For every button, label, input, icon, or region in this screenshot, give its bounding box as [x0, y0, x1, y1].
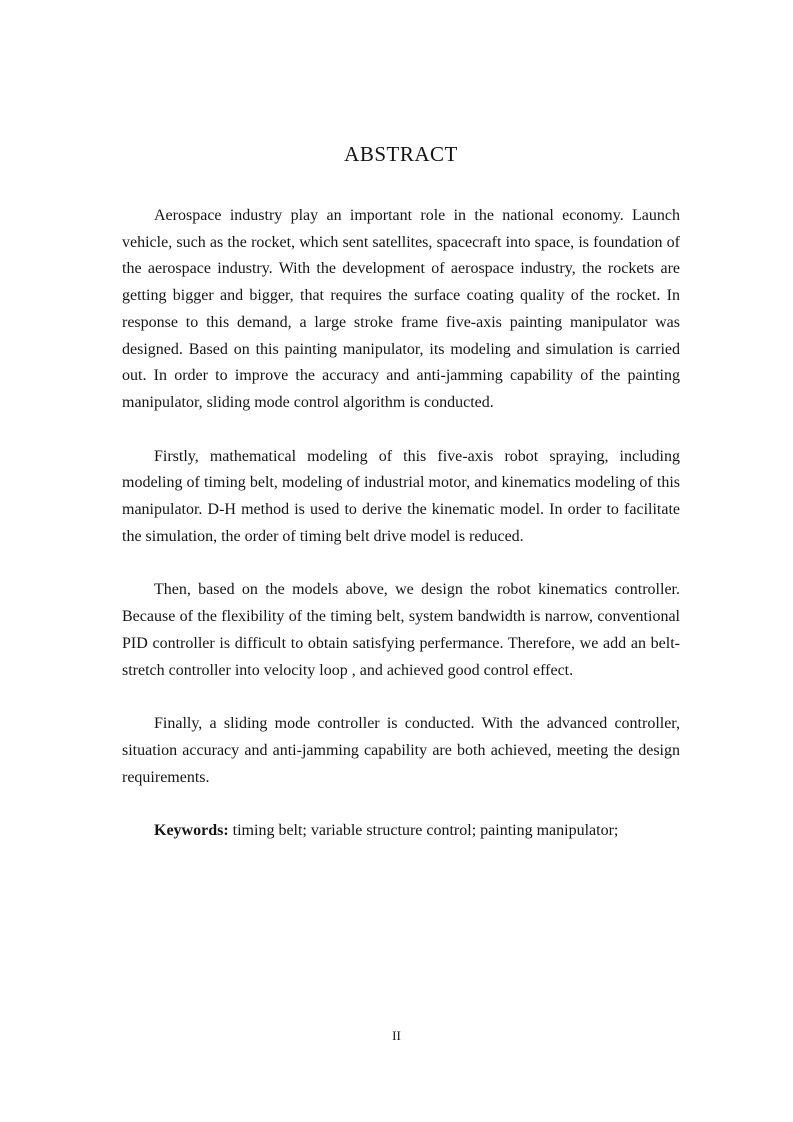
abstract-paragraph-1: Aerospace industry play an important role in the national economy. Launch vehicle, such as the rocket, which sent satellites, spacecraft into space, is foundation of the aerospace industry. With the development of aerospace industry, the rockets are getting bigger and bigger, that requires the surface coating quality of the rocket. In response to this demand, a large stroke frame five-axis painting manipulator was designed. Based on this painting manipulator, its modeling and simulation is carried out. In order to improve the accuracy and anti-jamming capability of the painting manipulator, sliding mode control algorithm is conducted.	[122, 207, 680, 411]
abstract-paragraph-3: Then, based on the models above, we design the robot kinematics controller. Because of the flexibility of the timing belt, system bandwidth is narrow, conventional PID controller is difficult to obtain satisfying perfermance. Therefore, we add an belt-stretch controller into velocity loop , and achieved good control effect.	[122, 581, 680, 679]
page-number: II	[392, 1028, 401, 1043]
keywords-line	[122, 818, 680, 845]
keywords-text: timing belt; variable structure control; painting manipulator;	[228, 822, 619, 840]
abstract-paragraph-4: Finally, a sliding mode controller is conducted. With the advanced controller, situation accuracy and anti-jamming capability are both achieved, meeting the design requirements.	[122, 715, 680, 786]
abstract-content	[122, 142, 680, 845]
abstract-paragraph-2: Firstly, mathematical modeling of this five-axis robot spraying, including modeling of timing belt, modeling of industrial motor, and kinematics modeling of this manipulator. D-H method is used to derive the kinematic model. In order to facilitate the simulation, the order of timing belt drive model is reduced.	[122, 447, 680, 545]
page-title: ABSTRACT	[344, 142, 458, 166]
keywords-label: Keywords:	[154, 822, 229, 840]
